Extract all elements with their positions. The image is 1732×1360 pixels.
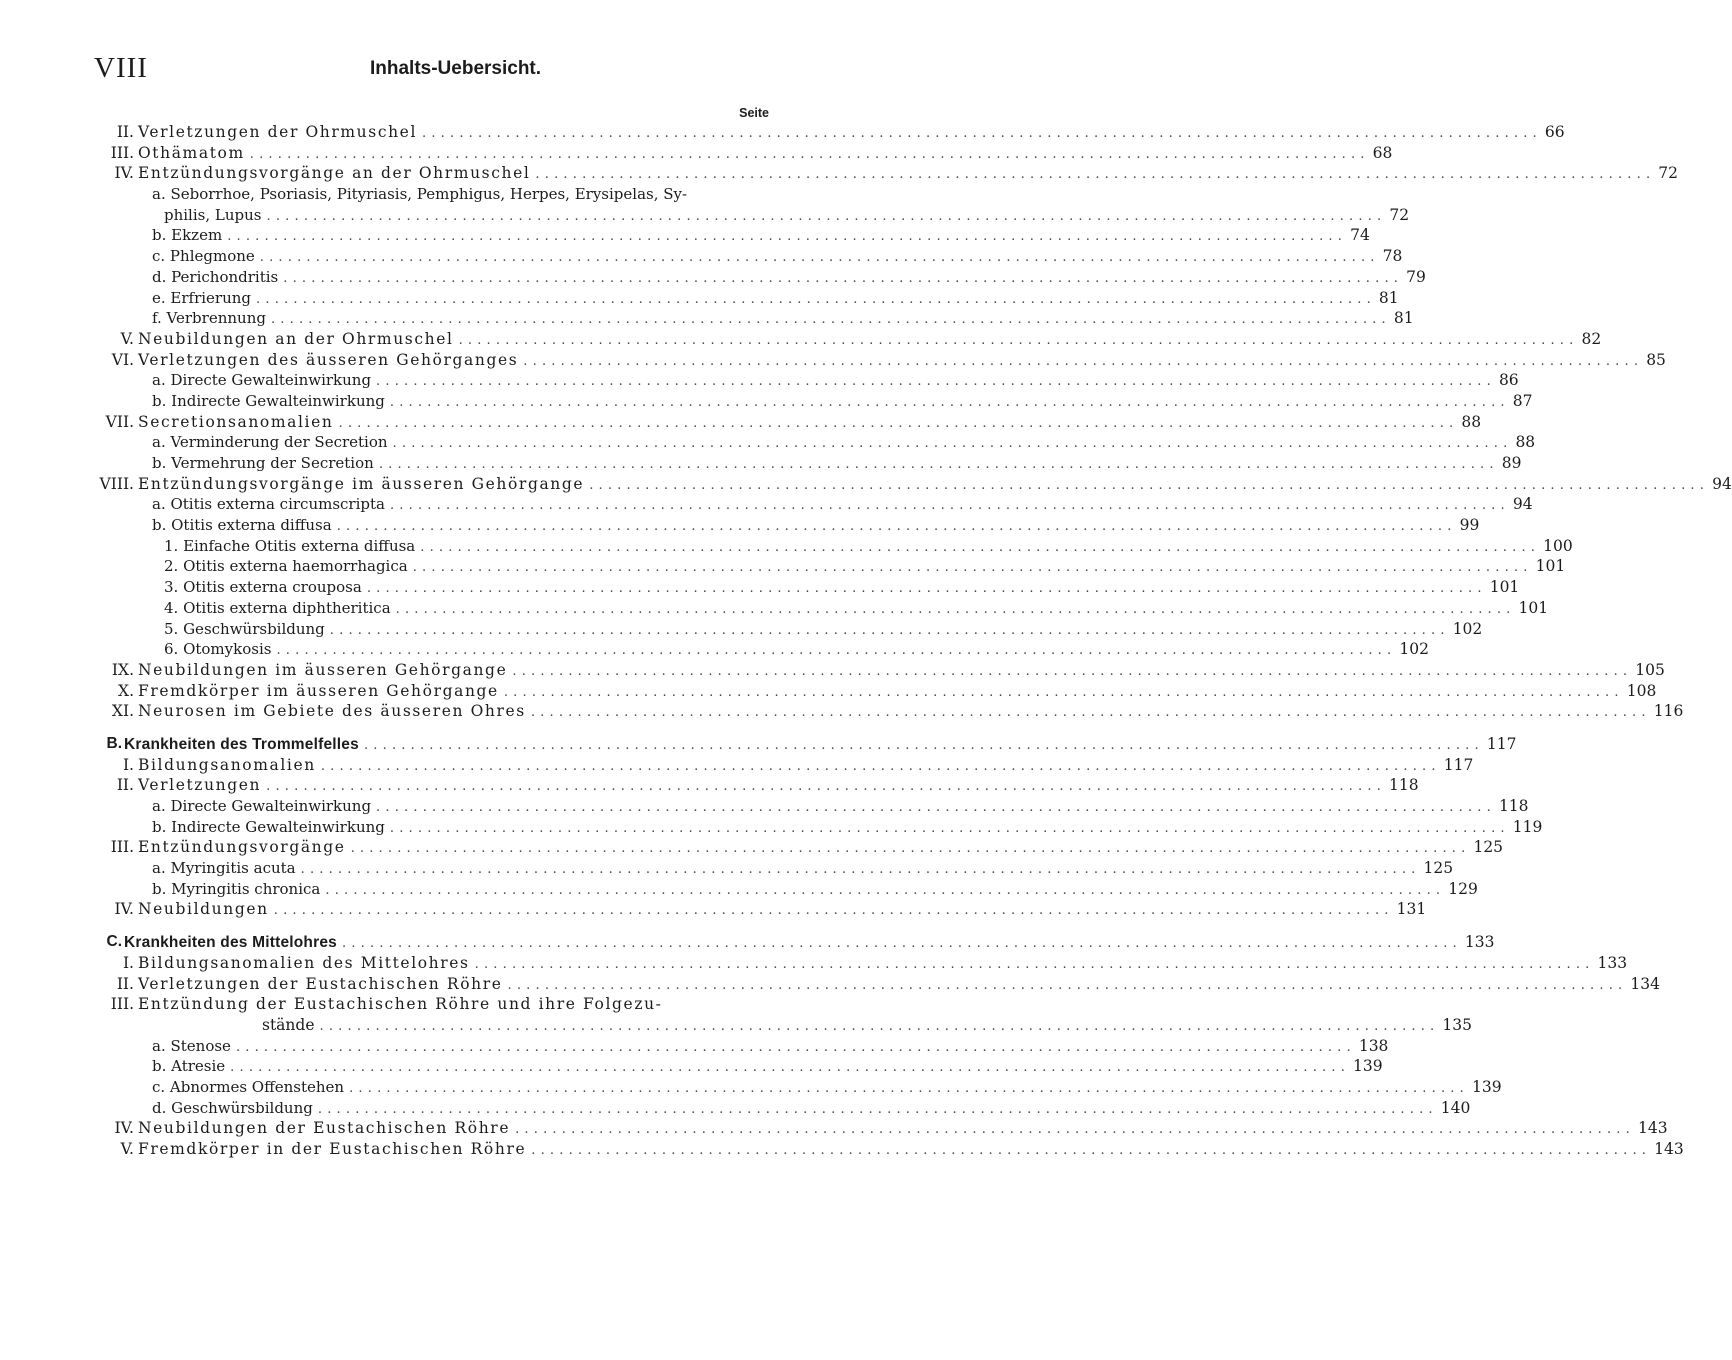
entry-line	[138, 775, 1419, 796]
entry-line	[262, 1015, 1472, 1036]
entry-title: Entzündungsvorgänge	[138, 838, 346, 857]
entry-title: Verletzungen der Ohrmuschel	[138, 123, 418, 141]
entry-line	[138, 701, 1684, 722]
page-number: VIII	[94, 52, 148, 84]
entry-page-number: 133	[1597, 953, 1628, 972]
entry-title: stände	[262, 1015, 315, 1034]
entry-line	[152, 184, 760, 205]
entry-line	[152, 494, 1533, 515]
dot-leader: ........................................................................................................................	[422, 126, 1542, 141]
toc-entry	[0, 494, 1533, 515]
entry-title: c. Phlegmone	[152, 247, 255, 266]
toc-entry	[0, 474, 1732, 495]
entry-number: IV.	[114, 164, 134, 183]
entry-title: c. Abnormes Offenstehen	[152, 1077, 345, 1096]
toc-entry	[0, 994, 800, 1015]
entry-title: philis, Lupus	[164, 205, 262, 224]
dot-leader: ........................................................................................................................	[507, 977, 1628, 993]
entry-number: IX.	[111, 660, 134, 679]
entry-page-number: 143	[1637, 1119, 1668, 1138]
entry-title: a. Directe Gewalteinwirkung	[152, 371, 372, 390]
toc-entry	[0, 391, 1533, 412]
dot-leader: ........................................................................................................................	[349, 1080, 1469, 1096]
dot-leader: ........................................................................................................................	[336, 519, 1457, 535]
dot-leader: ........................................................................................................................	[341, 936, 1462, 952]
toc-entry	[0, 453, 1522, 474]
entry-page-number: 101	[1535, 557, 1566, 576]
dot-leader: ........................................................................................................................	[535, 167, 1656, 183]
entry-line	[164, 639, 1429, 660]
entry-line	[138, 412, 1482, 433]
dot-leader: ........................................................................................................................	[531, 1143, 1652, 1158]
entry-line	[152, 1077, 1502, 1098]
dot-leader: ........................................................................................................................	[392, 436, 1513, 452]
entry-page-number: 101	[1489, 578, 1520, 597]
entry-title: a. Directe Gewalteinwirkung	[152, 797, 372, 815]
dot-leader: ........................................................................................................................	[515, 1122, 1635, 1138]
entry-page-number: 99	[1459, 516, 1480, 535]
toc-entry	[0, 701, 1684, 722]
entry-number: I.	[122, 953, 134, 972]
entry-page-number: 82	[1581, 329, 1602, 348]
dot-leader: ........................................................................................................................	[227, 229, 1348, 245]
dot-leader: ........................................................................................................................	[317, 1101, 1438, 1117]
toc-entry	[0, 974, 1660, 995]
entry-line	[138, 837, 1504, 858]
entry-page-number: 81	[1393, 309, 1414, 328]
entry-page-number: 139	[1471, 1077, 1502, 1096]
entry-number: III.	[110, 143, 134, 162]
entry-title: 6. Otomykosis	[164, 640, 272, 659]
page-column-label: Seite	[739, 106, 769, 120]
entry-title: 5. Geschwürsbildung	[164, 619, 325, 638]
entry-page-number: 129	[1448, 879, 1478, 898]
dot-leader: ........................................................................................................................	[366, 581, 1487, 597]
dot-leader: ........................................................................................................................	[412, 560, 1533, 576]
entry-title: a. Seborrhoe, Psoriasis, Pityriasis, Pemphigus, Herpes, Erysipelas, Sy-	[152, 185, 688, 204]
dot-leader: ........................................................................................................................	[259, 250, 1380, 266]
dot-leader: ........................................................................................................................	[276, 643, 1397, 659]
toc-entry	[0, 775, 1419, 796]
entry-title: d. Perichondritis	[152, 267, 279, 286]
entry-page-number: 86	[1498, 371, 1519, 390]
entry-page-number: 89	[1501, 454, 1522, 472]
entry-line	[138, 329, 1602, 350]
entry-line	[138, 899, 1427, 920]
toc-entry	[0, 899, 1427, 920]
entry-title: Secretionsanomalien	[138, 412, 334, 431]
entry-line	[152, 225, 1370, 246]
toc-entry	[0, 953, 1628, 974]
entry-page-number: 68	[1372, 143, 1393, 162]
entry-page-number: 139	[1353, 1057, 1383, 1076]
toc-entry	[0, 556, 1566, 577]
toc-entry	[0, 205, 1410, 226]
entry-line	[164, 598, 1549, 619]
dot-leader: ........................................................................................................................	[523, 353, 1644, 369]
entry-title: b. Indirecte Gewalteinwirkung	[152, 391, 385, 410]
entry-page-number: 94	[1512, 495, 1533, 514]
dot-leader: ........................................................................................................................	[350, 841, 1471, 857]
entry-page-number: 116	[1653, 702, 1684, 721]
toc-entry	[0, 288, 1399, 309]
dot-leader: ........................................................................................................................	[249, 146, 1370, 162]
entry-line	[152, 1056, 1383, 1077]
toc-entry	[0, 225, 1370, 246]
entry-line	[152, 858, 1454, 879]
dot-leader: ........................................................................................................................	[283, 270, 1404, 286]
entry-number: II.	[116, 974, 134, 993]
entry-page-number: 72	[1389, 205, 1410, 224]
entry-page-number: 100	[1543, 536, 1573, 555]
entry-page-number: 138	[1358, 1036, 1389, 1055]
dot-leader: ........................................................................................................................	[338, 415, 1459, 431]
dot-leader: ........................................................................................................................	[325, 882, 1446, 898]
entry-number: II.	[116, 776, 134, 795]
entry-line	[152, 1098, 1471, 1119]
entry-title: Neubildungen an der Ohrmuschel	[138, 329, 454, 348]
entry-line	[138, 122, 1565, 143]
entry-title: Othämatom	[138, 143, 245, 162]
dot-leader: ........................................................................................................................	[363, 737, 1484, 753]
dot-leader: ........................................................................................................................	[530, 705, 1651, 721]
entry-title: b. Atresie	[152, 1057, 226, 1076]
entry-title: Entzündungsvorgänge im äusseren Gehörgange	[138, 474, 585, 493]
dot-leader: ........................................................................................................................	[474, 956, 1595, 972]
toc-entry	[0, 660, 1665, 681]
toc-entry	[0, 329, 1602, 350]
entry-line	[152, 246, 1403, 267]
toc-entry	[0, 370, 1519, 391]
entry-title: b. Myringitis chronica	[152, 879, 321, 898]
dot-leader: ........................................................................................................................	[420, 539, 1541, 555]
dot-leader: ........................................................................................................................	[389, 820, 1510, 836]
entry-page-number: 140	[1440, 1098, 1471, 1117]
entry-title: Fremdkörper im äusseren Gehörgange	[138, 681, 499, 700]
entry-page-number: 143	[1654, 1140, 1684, 1158]
toc-entry	[0, 619, 1483, 640]
toc-entry	[0, 1036, 1389, 1057]
toc-section	[0, 932, 1495, 953]
entry-page-number: 85	[1646, 350, 1666, 369]
toc-entry	[0, 858, 1454, 879]
entry-page-number: 102	[1399, 640, 1429, 659]
entry-line	[164, 619, 1483, 640]
entry-line	[152, 308, 1414, 329]
dot-leader: ........................................................................................................................	[512, 663, 1633, 679]
entry-page-number: 108	[1626, 681, 1657, 700]
toc-entry	[0, 681, 1657, 702]
dot-leader: ........................................................................................................................	[300, 862, 1421, 878]
dot-leader: ........................................................................................................................	[266, 208, 1387, 224]
entry-page-number: 87	[1512, 391, 1533, 410]
entry-number: I.	[122, 755, 134, 774]
entry-title: b. Vermehrung der Secretion	[152, 454, 374, 472]
entry-number: V.	[120, 1140, 134, 1158]
dot-leader: ........................................................................................................................	[376, 800, 1496, 815]
entry-page-number: 134	[1630, 974, 1660, 993]
entry-title: 2. Otitis externa haemorrhagica	[164, 557, 408, 576]
entry-line	[138, 994, 760, 1015]
entry-page-number: 131	[1396, 900, 1427, 919]
entry-line	[164, 577, 1520, 598]
entry-number: C.	[106, 933, 122, 951]
entry-number: X.	[118, 681, 134, 700]
entry-line	[152, 817, 1543, 838]
entry-line	[152, 453, 1522, 474]
toc-entry	[0, 817, 1543, 838]
entry-line	[138, 1118, 1668, 1139]
table-of-contents	[0, 122, 1732, 1160]
entry-line	[152, 391, 1533, 412]
entry-line	[138, 660, 1665, 681]
entry-line	[152, 879, 1478, 900]
entry-line	[152, 796, 1529, 817]
entry-number: VII.	[105, 412, 134, 431]
entry-line	[138, 143, 1393, 164]
entry-title: Verletzungen des äusseren Gehörganges	[138, 350, 519, 369]
entry-page-number: 74	[1350, 226, 1370, 245]
entry-line	[164, 556, 1566, 577]
entry-title: a. Myringitis acuta	[152, 859, 296, 878]
dot-leader: ........................................................................................................................	[235, 1039, 1356, 1055]
dot-leader: ........................................................................................................................	[230, 1060, 1351, 1076]
entry-line	[124, 734, 1517, 755]
dot-leader: ........................................................................................................................	[270, 312, 1391, 328]
entry-line	[152, 288, 1399, 309]
entry-title: a. Verminderung der Secretion	[152, 433, 388, 452]
entry-number: III.	[110, 838, 134, 857]
entry-title: e. Erfrierung	[152, 288, 252, 307]
entry-line	[138, 1139, 1684, 1160]
entry-title: Neubildungen im äusseren Gehörgange	[138, 660, 508, 679]
entry-line	[138, 350, 1666, 371]
entry-page-number: 72	[1658, 164, 1679, 183]
page-header	[94, 52, 714, 92]
entry-page-number: 119	[1512, 817, 1543, 836]
toc-entry	[0, 755, 1474, 776]
entry-title: Entzündung der Eustachischen Röhre und ihre Folgezu-	[138, 995, 663, 1014]
dot-leader: ........................................................................................................................	[273, 903, 1394, 919]
entry-page-number: 79	[1406, 267, 1426, 286]
toc-entry	[0, 598, 1549, 619]
entry-line	[138, 755, 1474, 776]
toc-entry	[0, 308, 1414, 329]
entry-page-number: 81	[1378, 288, 1399, 307]
entry-line	[152, 370, 1519, 391]
entry-page-number: 118	[1498, 797, 1529, 815]
toc-entry	[0, 577, 1520, 598]
entry-line	[138, 953, 1628, 974]
entry-title: d. Geschwürsbildung	[152, 1098, 313, 1117]
entry-line	[138, 163, 1679, 184]
entry-line	[138, 474, 1732, 495]
entry-page-number: 102	[1452, 619, 1483, 638]
dot-leader: ........................................................................................................................	[395, 601, 1516, 617]
entry-page-number: 66	[1544, 123, 1565, 141]
entry-line	[164, 536, 1573, 557]
entry-page-number: 135	[1442, 1015, 1472, 1034]
entry-page-number: 125	[1423, 859, 1454, 878]
entry-title: a. Otitis externa circumscripta	[152, 495, 385, 514]
entry-number: B.	[106, 734, 122, 752]
toc-entry	[0, 267, 1426, 288]
entry-number: III.	[110, 995, 134, 1014]
entry-title: Krankheiten des Trommelfelles	[124, 735, 359, 753]
entry-line	[164, 205, 1410, 226]
dot-leader: ........................................................................................................................	[378, 457, 1499, 472]
toc-entry	[0, 412, 1482, 433]
entry-number: V.	[120, 329, 134, 348]
entry-page-number: 117	[1443, 755, 1474, 774]
toc-entry	[0, 350, 1666, 371]
entry-title: Neubildungen der Eustachischen Röhre	[138, 1119, 511, 1138]
toc-entry	[0, 1015, 1472, 1036]
entry-title: a. Stenose	[152, 1036, 231, 1055]
entry-title: 3. Otitis externa crouposa	[164, 578, 362, 597]
entry-number: II.	[116, 123, 134, 141]
entry-line	[124, 932, 1495, 953]
entry-title: Bildungsanomalien des Mittelohres	[138, 953, 470, 972]
toc-entry	[0, 163, 1679, 184]
entry-page-number: 117	[1486, 734, 1517, 753]
entry-title: b. Indirecte Gewalteinwirkung	[152, 817, 385, 836]
toc-entry	[0, 639, 1429, 660]
entry-line	[152, 515, 1480, 536]
entry-page-number: 133	[1464, 933, 1495, 952]
dot-leader: ........................................................................................................................	[389, 498, 1510, 514]
dot-leader: ........................................................................................................................	[589, 477, 1710, 493]
entry-title: Bildungsanomalien	[138, 755, 316, 774]
entry-line	[152, 1036, 1389, 1057]
toc-entry	[0, 122, 1565, 143]
dot-leader: ........................................................................................................................	[329, 622, 1450, 638]
toc-entry	[0, 1077, 1502, 1098]
toc-section	[0, 734, 1517, 755]
toc-entry	[0, 796, 1529, 817]
dot-leader: ........................................................................................................................	[376, 374, 1496, 390]
dot-leader: ........................................................................................................................	[266, 779, 1387, 795]
entry-number: IV.	[114, 1119, 134, 1138]
entry-number: XI.	[111, 702, 134, 721]
dot-leader: ........................................................................................................................	[319, 1018, 1440, 1034]
entry-title: b. Otitis externa diffusa	[152, 516, 332, 535]
toc-entry	[0, 184, 800, 205]
entry-number: VIII.	[99, 474, 134, 493]
entry-line	[152, 432, 1536, 453]
entry-title: 1. Einfache Otitis externa diffusa	[164, 536, 416, 555]
toc-entry	[0, 432, 1536, 453]
entry-page-number: 118	[1389, 776, 1419, 795]
entry-page-number: 94	[1712, 474, 1732, 493]
entry-line	[138, 974, 1660, 995]
toc-entry	[0, 536, 1573, 557]
entry-page-number: 125	[1473, 838, 1504, 857]
toc-entry	[0, 1098, 1471, 1119]
dot-leader: ........................................................................................................................	[320, 758, 1441, 774]
toc-entry	[0, 143, 1393, 164]
dot-leader: ........................................................................................................................	[389, 394, 1510, 410]
entry-line	[152, 267, 1426, 288]
entry-number: IV.	[114, 900, 134, 919]
entry-title: Krankheiten des Mittelohres	[124, 934, 337, 952]
dot-leader: ........................................................................................................................	[503, 684, 1624, 700]
entry-title: 4. Otitis externa diphtheritica	[164, 598, 391, 617]
entry-page-number: 105	[1635, 660, 1665, 679]
entry-title: b. Ekzem	[152, 226, 223, 245]
toc-entry	[0, 515, 1480, 536]
toc-entry	[0, 837, 1504, 858]
toc-entry	[0, 1056, 1383, 1077]
dot-leader: ........................................................................................................................	[458, 332, 1579, 348]
dot-leader: ........................................................................................................................	[256, 291, 1376, 307]
entry-page-number: 88	[1515, 433, 1536, 452]
entry-number: VI.	[111, 350, 134, 369]
entry-title: Entzündungsvorgänge an der Ohrmuschel	[138, 164, 531, 183]
entry-title: Verletzungen der Eustachischen Röhre	[138, 974, 503, 993]
entry-page-number: 78	[1382, 247, 1403, 266]
toc-entry	[0, 879, 1478, 900]
entry-page-number: 88	[1461, 412, 1482, 431]
entry-page-number: 101	[1518, 598, 1549, 617]
toc-entry	[0, 1118, 1668, 1139]
toc-entry	[0, 1139, 1684, 1160]
toc-entry	[0, 246, 1403, 267]
entry-line	[138, 681, 1657, 702]
entry-title: Neubildungen	[138, 900, 269, 919]
entry-title: Fremdkörper in der Eustachischen Röhre	[138, 1140, 527, 1158]
entry-title: Neurosen im Gebiete des äusseren Ohres	[138, 702, 526, 721]
page-title: Inhalts-Uebersicht.	[370, 58, 542, 79]
entry-title: f. Verbrennung	[152, 309, 266, 328]
entry-title: Verletzungen	[138, 776, 262, 795]
